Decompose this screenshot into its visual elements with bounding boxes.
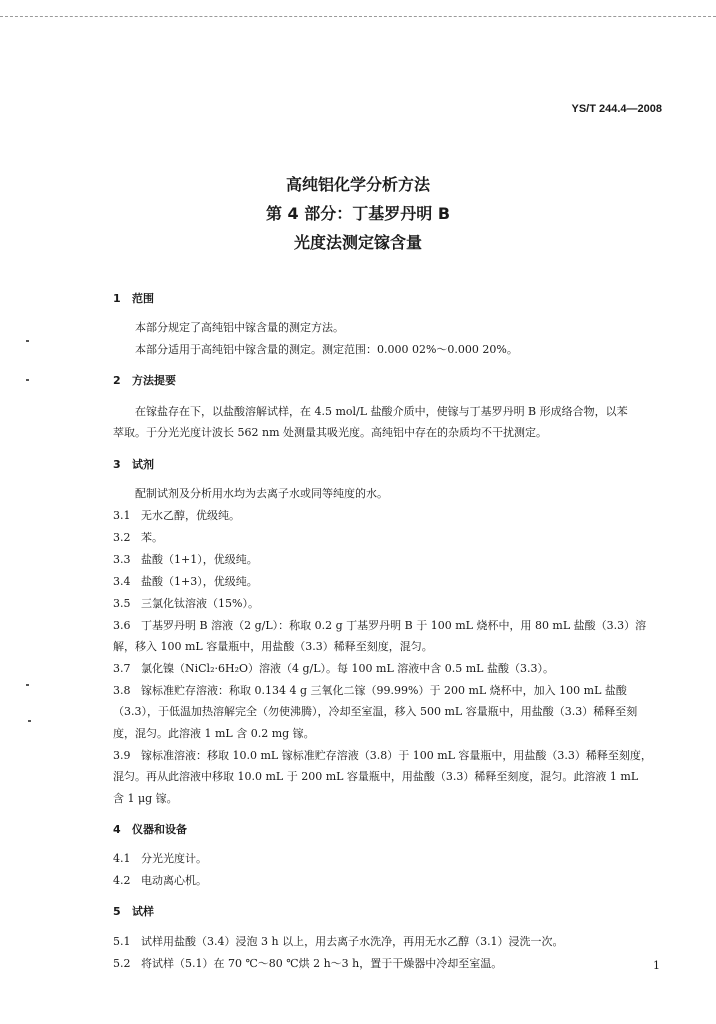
section-5-heading: 5 试样 (113, 905, 154, 918)
list-item: 4.1 分光光度计。 (113, 852, 207, 865)
scan-speck (26, 379, 29, 381)
list-item: 3.9 镓标准溶液：移取 10.0 mL 镓标准贮存溶液（3.8）于 100 mL 容量瓶中，用盐酸（3.3）稀释至刻度， (113, 749, 652, 762)
list-item: 5.1 试样用盐酸（3.4）浸泡 3 h 以上，用去离子水洗净，再用无水乙醇（3.1）浸洗一次。 (113, 935, 564, 948)
list-item: 3.2 苯。 (113, 531, 163, 544)
section-3-heading: 3 试剂 (113, 458, 154, 471)
list-item: 3.6 丁基罗丹明 B 溶液（2 g/L）：称取 0.2 g 丁基罗丹明 B 于 100 mL 烧杯中，用 80 mL 盐酸（3.3）溶 (113, 619, 647, 632)
list-item: 3.4 盐酸（1+3），优级纯。 (113, 575, 258, 588)
title-line-2: 第 4 部分：丁基罗丹明 B (265, 204, 451, 223)
section-2-heading: 2 方法提要 (113, 374, 176, 387)
list-item: 3.3 盐酸（1+1），优级纯。 (113, 553, 258, 566)
list-item: 3.5 三氯化钛溶液（15%）。 (113, 597, 259, 610)
list-item: 4.2 电动离心机。 (113, 874, 207, 887)
list-item-continuation: （3.3），于低温加热溶解完全（勿使沸腾），冷却至室温，移入 500 mL 容量瓶中，用盐酸（3.3）稀释至刻 (113, 705, 638, 718)
list-item: 5.2 将试样（5.1）在 70 ℃～80 ℃烘 2 h～3 h，置于干燥器中冷却至室温。 (113, 957, 503, 970)
scan-speck (26, 684, 29, 686)
document-code: YS/T 244.4—2008 (571, 103, 662, 115)
paragraph: 配制试剂及分析用水均为去离子水或同等纯度的水。 (135, 487, 388, 500)
list-item-continuation: 含 1 μg 镓。 (113, 792, 178, 805)
paragraph: 在镓盐存在下，以盐酸溶解试样，在 4.5 mol/L 盐酸介质中，使镓与丁基罗丹明 B 形成络合物，以苯 (135, 405, 628, 418)
list-item: 3.1 无水乙醇，优级纯。 (113, 509, 240, 522)
document-title (0, 170, 716, 257)
paragraph: 本部分适用于高纯铝中镓含量的测定。测定范围：0.000 02%～0.000 20%。 (135, 343, 518, 356)
scan-speck (28, 720, 31, 722)
scan-border-line (0, 16, 716, 17)
title-line-3: 光度法测定镓含量 (293, 233, 422, 252)
list-item: 3.8 镓标准贮存溶液：称取 0.134 4 g 三氧化二镓（99.99%）于 200 mL 烧杯中，加入 100 mL 盐酸 (113, 684, 627, 697)
list-item-continuation: 度，混匀。此溶液 1 mL 含 0.2 mg 镓。 (113, 727, 315, 740)
paragraph: 本部分规定了高纯铝中镓含量的测定方法。 (135, 321, 344, 334)
section-4-heading: 4 仪器和设备 (113, 823, 187, 836)
list-item: 3.7 氯化镍（NiCl₂·6H₂O）溶液（4 g/L）。每 100 mL 溶液中含 0.5 mL 盐酸（3.3）。 (113, 662, 554, 675)
title-line-1: 高纯铝化学分析方法 (285, 175, 430, 194)
list-item-continuation: 混匀。再从此溶液中移取 10.0 mL 于 200 mL 容量瓶中，用盐酸（3.3）稀释至刻度，混匀。此溶液 1 mL (113, 770, 639, 783)
scan-speck (26, 340, 29, 342)
section-1-heading: 1 范围 (113, 292, 154, 305)
list-item-continuation: 解，移入 100 mL 容量瓶中，用盐酸（3.3）稀释至刻度，混匀。 (113, 640, 433, 653)
paragraph: 萃取。于分光光度计波长 562 nm 处测量其吸光度。高纯铝中存在的杂质均不干扰测定。 (113, 426, 547, 439)
page-number: 1 (653, 959, 660, 972)
